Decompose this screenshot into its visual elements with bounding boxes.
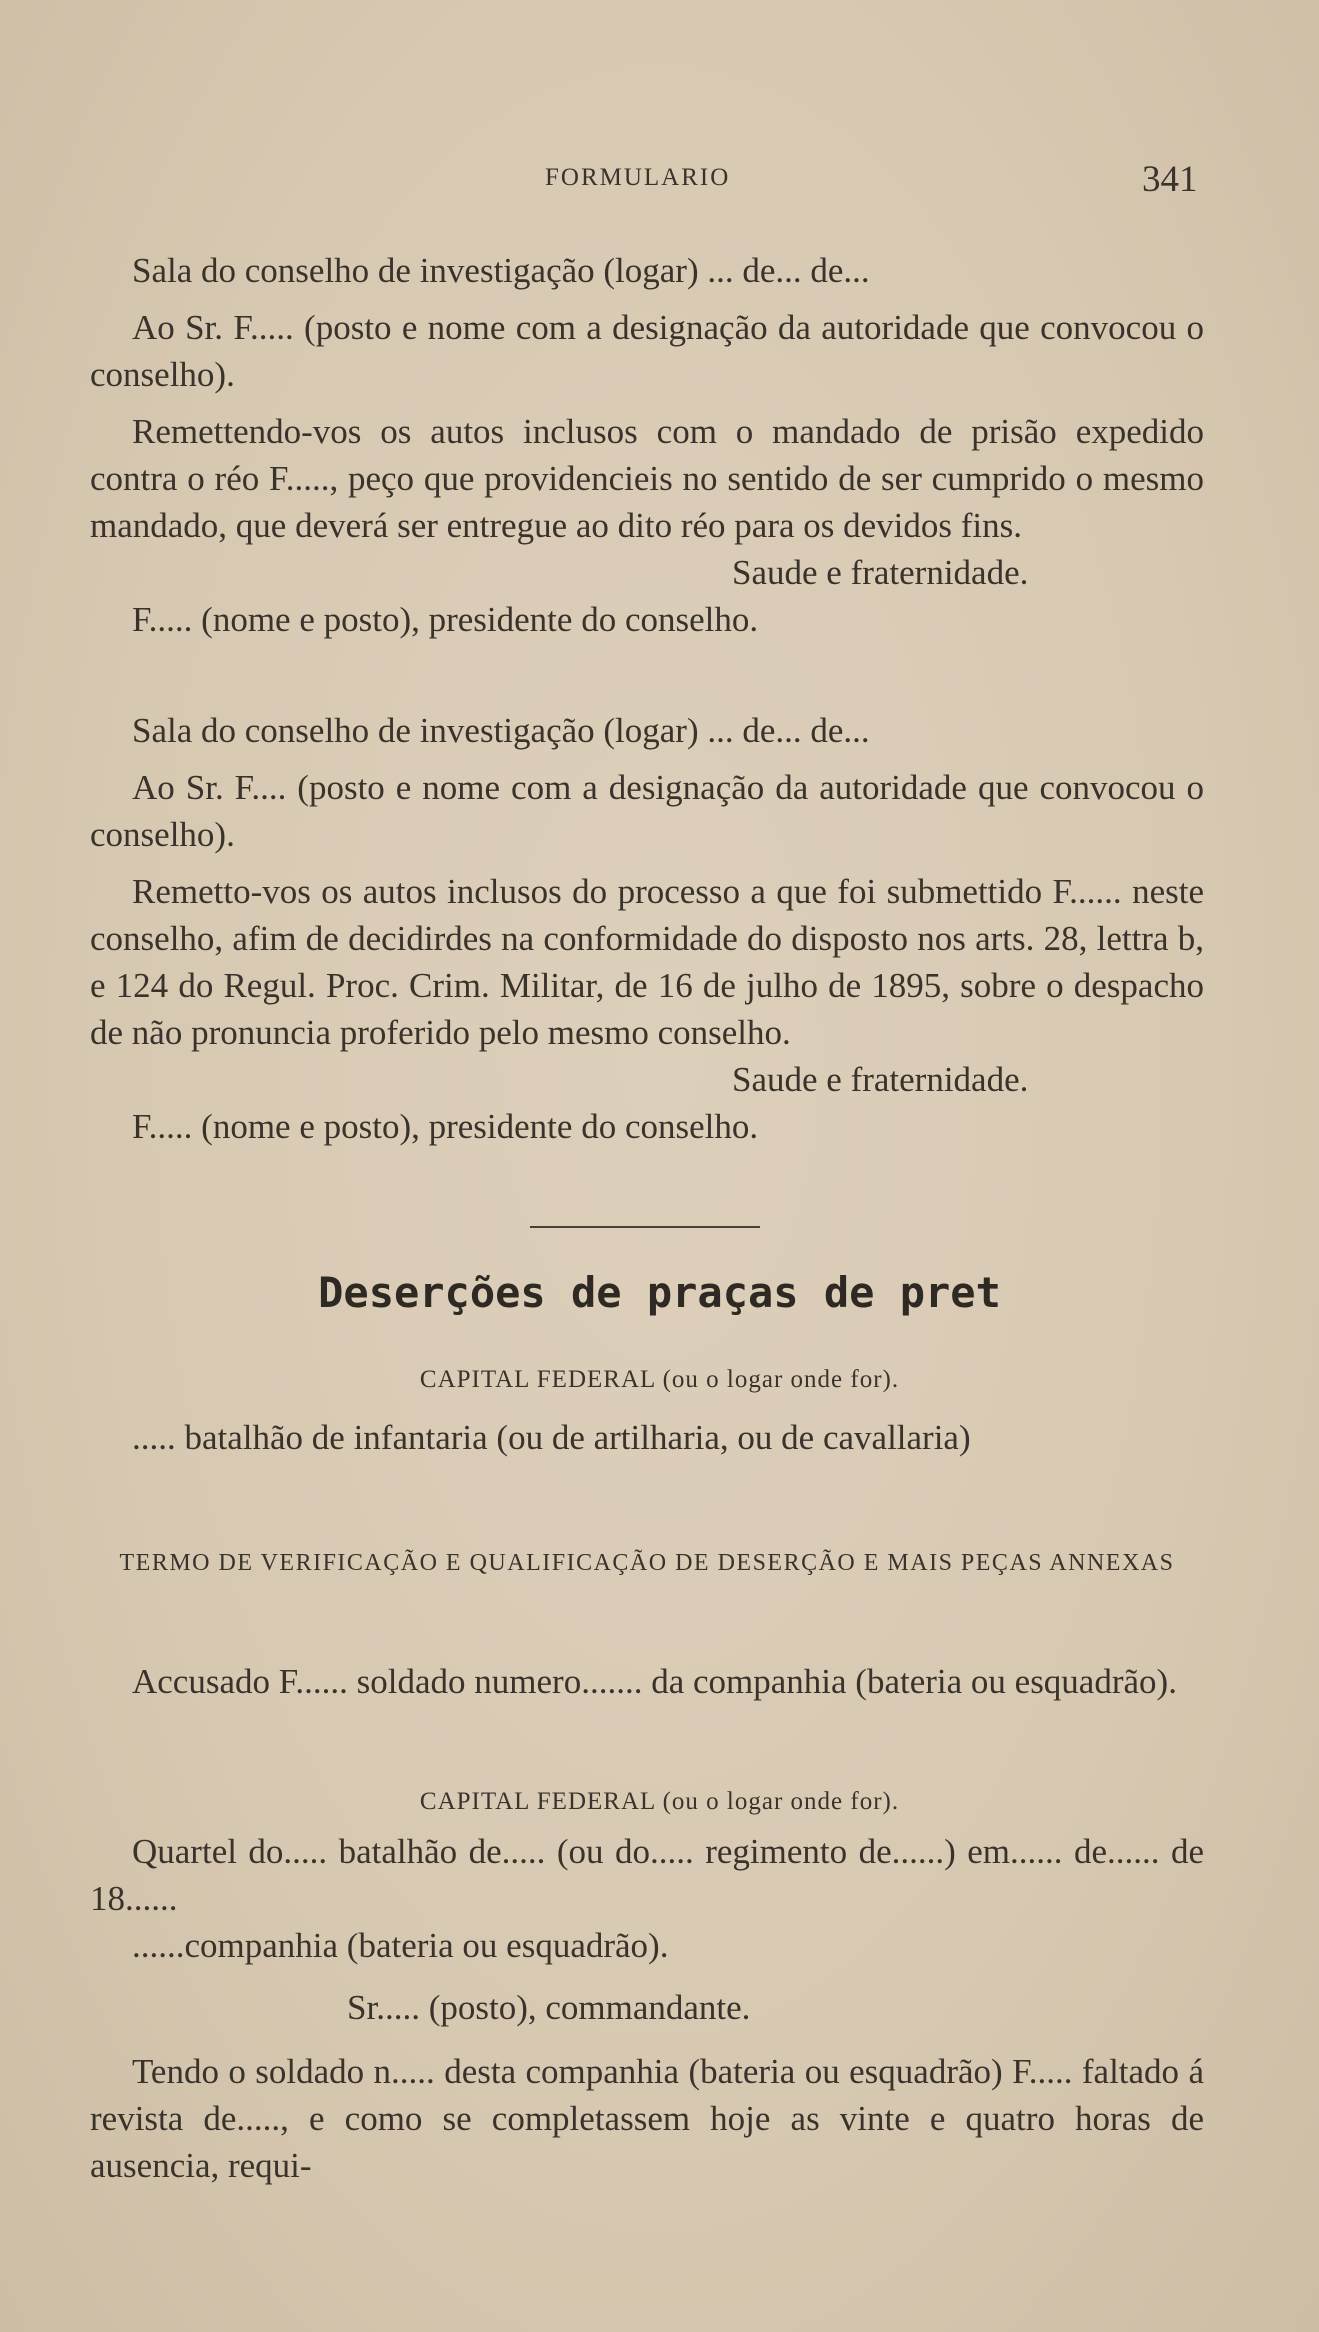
place-line-2-text: CAPITAL FEDERAL (ou o logar onde for).	[419, 1788, 900, 1815]
quarters-block	[90, 1828, 1204, 1969]
place-line-1	[0, 1358, 1319, 1395]
accused-line	[90, 1658, 1204, 1705]
final-paragraph	[90, 2048, 1204, 2189]
form1-closing: Saude e fraternidade.	[732, 553, 1029, 592]
unit-line	[90, 1414, 1204, 1461]
form2-closing: Saude e fraternidade.	[732, 1060, 1029, 1099]
final-paragraph-text: Tendo o soldado n..... desta companhia (bateria ou esquadrão) F..... faltado á revista de....., e como se completassem hoje as vinte e quatro horas de ausencia, requi-	[90, 2052, 1204, 2185]
salutation-text: Sr..... (posto), commandante.	[347, 1988, 751, 2027]
accused-text: Accusado F...... soldado numero....... da companhia (bateria ou esquadrão).	[132, 1662, 1177, 1701]
running-title: FORMULARIO	[545, 164, 731, 191]
company-text: ......companhia (bateria ou esquadrão).	[132, 1926, 669, 1965]
unit-text: ..... batalhão de infantaria (ou de artilharia, ou de cavallaria)	[132, 1418, 971, 1457]
form1	[90, 247, 1204, 643]
page-header	[0, 158, 1319, 198]
salutation-line	[90, 1984, 1204, 2031]
form1-place-line: Sala do conselho de investigação (logar) ... de... de...	[132, 251, 870, 290]
form2-signature: F..... (nome e posto), presidente do conselho.	[132, 1107, 759, 1146]
form1-addressee: Ao Sr. F..... (posto e nome com a designação da autoridade que convocou o conselho).	[90, 308, 1204, 394]
form2-body: Remetto-vos os autos inclusos do processo a que foi submettido F...... neste conselho, afim de decidirdes na conformidade do disposto nos arts. 28, lettra b, e 124 do Regul. Proc. Crim. Militar, de 16 de julho de 1895, sobre o despacho de não pronuncia proferido pelo mesmo conselho.	[90, 872, 1204, 1052]
page-number: 341	[1142, 159, 1198, 200]
term-heading: TERMO DE VERIFICAÇÃO E QUALIFICAÇÃO DE DESERÇÃO E MAIS PEÇAS ANNEXAS	[119, 1550, 1175, 1576]
place-line-2	[0, 1780, 1319, 1817]
form2	[90, 707, 1204, 1150]
place-line-1-text: CAPITAL FEDERAL (ou o logar onde for).	[419, 1366, 900, 1393]
form2-addressee: Ao Sr. F.... (posto e nome com a designação da autoridade que convocou o conselho).	[90, 768, 1204, 854]
section-divider	[530, 1226, 760, 1228]
form1-signature: F..... (nome e posto), presidente do conselho.	[132, 600, 759, 639]
section-heading: Deserções de praças de pret	[318, 1268, 1001, 1317]
quarters-text: Quartel do..... batalhão de..... (ou do..... regimento de......) em...... de...... de 18......	[90, 1832, 1204, 1918]
form1-body: Remettendo-vos os autos inclusos com o mandado de prisão expedido contra o réo F....., peço que providencieis no sentido de ser cumprido o mesmo mandado, que deverá ser entregue ao dito réo para os devidos fins.	[90, 412, 1204, 545]
form2-place-line: Sala do conselho de investigação (logar) ... de... de...	[132, 711, 870, 750]
